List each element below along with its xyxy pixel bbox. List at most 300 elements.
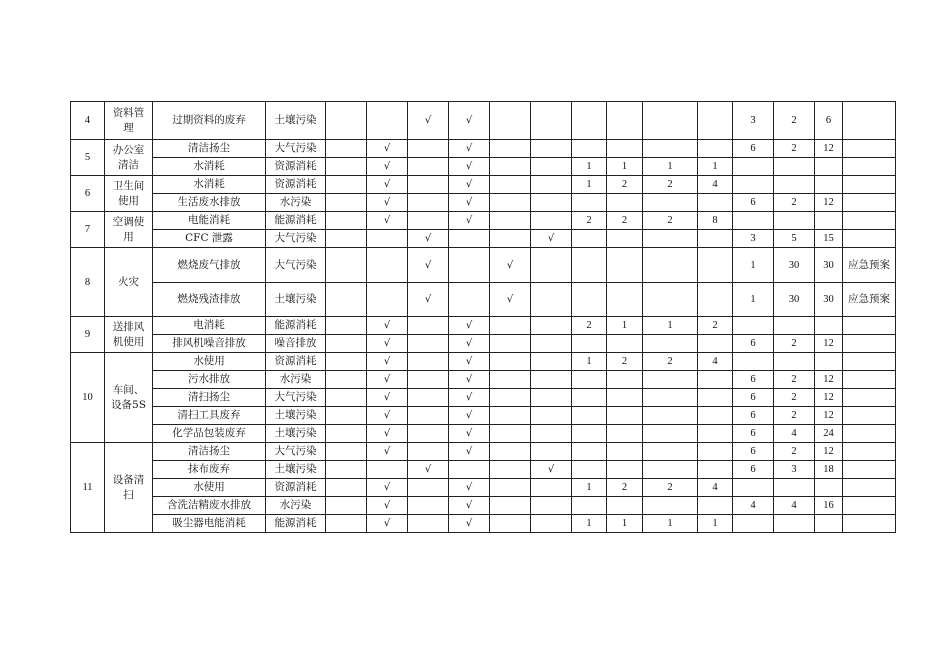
rating-cell xyxy=(326,479,367,497)
rating-cell xyxy=(326,353,367,371)
environmental-aspect: 清洁扬尘 xyxy=(153,443,266,461)
rating-cell xyxy=(607,443,643,461)
likelihood-score: 6 xyxy=(733,425,774,443)
rating-cell xyxy=(490,102,531,140)
rating-cell xyxy=(698,194,733,212)
rating-cell xyxy=(531,389,572,407)
check-mark: √ xyxy=(408,102,449,140)
environmental-impact: 资源消耗 xyxy=(266,353,326,371)
rating-cell xyxy=(607,461,643,479)
likelihood-score: 6 xyxy=(733,335,774,353)
rating-cell: 2 xyxy=(643,212,698,230)
table-row xyxy=(71,389,896,407)
risk-score: 6 xyxy=(815,102,843,140)
risk-score xyxy=(815,317,843,335)
rating-cell xyxy=(572,407,607,425)
rating-cell xyxy=(490,140,531,158)
rating-cell: 4 xyxy=(698,353,733,371)
rating-cell: 4 xyxy=(698,479,733,497)
rating-cell: 2 xyxy=(698,317,733,335)
rating-cell xyxy=(531,102,572,140)
rating-cell xyxy=(607,389,643,407)
rating-cell xyxy=(367,283,408,317)
rating-cell xyxy=(408,407,449,425)
table-row xyxy=(71,140,896,158)
likelihood-score xyxy=(733,317,774,335)
rating-cell: 1 xyxy=(572,176,607,194)
rating-cell xyxy=(449,248,490,283)
rating-cell xyxy=(490,371,531,389)
risk-score: 16 xyxy=(815,497,843,515)
table-row xyxy=(71,335,896,353)
severity-score xyxy=(774,515,815,533)
table-row xyxy=(71,102,896,140)
check-mark: √ xyxy=(367,389,408,407)
activity-area: 卫生间使用 xyxy=(105,176,153,212)
environmental-impact: 土壤污染 xyxy=(266,283,326,317)
rating-cell xyxy=(490,443,531,461)
group-number: 8 xyxy=(71,248,105,317)
severity-score: 2 xyxy=(774,102,815,140)
control-note: 应急预案 xyxy=(843,283,896,317)
rating-cell xyxy=(490,515,531,533)
table-row xyxy=(71,479,896,497)
rating-cell xyxy=(698,497,733,515)
check-mark: √ xyxy=(449,353,490,371)
rating-cell xyxy=(408,140,449,158)
check-mark: √ xyxy=(367,176,408,194)
rating-cell xyxy=(408,158,449,176)
environmental-aspect: 水消耗 xyxy=(153,176,266,194)
environmental-aspect: 化学品包装废弃 xyxy=(153,425,266,443)
check-mark: √ xyxy=(408,230,449,248)
rating-cell xyxy=(326,407,367,425)
rating-cell xyxy=(326,158,367,176)
rating-cell xyxy=(490,194,531,212)
check-mark: √ xyxy=(449,443,490,461)
table-row xyxy=(71,425,896,443)
rating-cell xyxy=(607,425,643,443)
environmental-aspect: 排风机噪音排放 xyxy=(153,335,266,353)
environmental-impact: 土壤污染 xyxy=(266,461,326,479)
rating-cell xyxy=(698,102,733,140)
rating-cell xyxy=(572,497,607,515)
activity-area: 资料管理 xyxy=(105,102,153,140)
check-mark: √ xyxy=(367,425,408,443)
rating-cell: 8 xyxy=(698,212,733,230)
table-row xyxy=(71,194,896,212)
check-mark: √ xyxy=(449,317,490,335)
control-note xyxy=(843,353,896,371)
rating-cell xyxy=(408,443,449,461)
rating-cell xyxy=(572,371,607,389)
environmental-aspect: 水使用 xyxy=(153,353,266,371)
severity-score: 2 xyxy=(774,140,815,158)
check-mark: √ xyxy=(408,248,449,283)
environmental-aspect: 吸尘器电能消耗 xyxy=(153,515,266,533)
control-note xyxy=(843,212,896,230)
rating-cell xyxy=(607,283,643,317)
rating-cell xyxy=(531,335,572,353)
rating-cell xyxy=(490,479,531,497)
risk-score: 12 xyxy=(815,407,843,425)
risk-score xyxy=(815,176,843,194)
group-number: 10 xyxy=(71,353,105,443)
environmental-aspect: 过期资料的废弃 xyxy=(153,102,266,140)
rating-cell xyxy=(572,335,607,353)
check-mark: √ xyxy=(408,461,449,479)
risk-score: 12 xyxy=(815,389,843,407)
rating-cell xyxy=(572,140,607,158)
severity-score xyxy=(774,158,815,176)
check-mark: √ xyxy=(449,140,490,158)
likelihood-score: 6 xyxy=(733,371,774,389)
control-note xyxy=(843,389,896,407)
rating-cell xyxy=(326,497,367,515)
environmental-aspect: 污水排放 xyxy=(153,371,266,389)
environmental-aspect: 燃烧残渣排放 xyxy=(153,283,266,317)
rating-cell xyxy=(643,102,698,140)
rating-cell xyxy=(490,212,531,230)
control-note xyxy=(843,194,896,212)
rating-cell xyxy=(698,389,733,407)
rating-cell xyxy=(449,461,490,479)
likelihood-score: 1 xyxy=(733,283,774,317)
rating-cell xyxy=(643,389,698,407)
rating-cell xyxy=(531,140,572,158)
activity-area: 办公室清洁 xyxy=(105,140,153,176)
control-note xyxy=(843,140,896,158)
rating-cell xyxy=(367,461,408,479)
check-mark: √ xyxy=(367,479,408,497)
table-row xyxy=(71,407,896,425)
check-mark: √ xyxy=(449,102,490,140)
likelihood-score xyxy=(733,212,774,230)
environmental-aspect: 含洗洁精废水排放 xyxy=(153,497,266,515)
rating-cell xyxy=(531,176,572,194)
likelihood-score: 4 xyxy=(733,497,774,515)
check-mark: √ xyxy=(367,407,408,425)
rating-cell xyxy=(490,230,531,248)
check-mark: √ xyxy=(449,176,490,194)
rating-cell: 2 xyxy=(607,212,643,230)
environmental-aspect: 抹布废弃 xyxy=(153,461,266,479)
severity-score xyxy=(774,317,815,335)
risk-score xyxy=(815,158,843,176)
rating-cell xyxy=(490,389,531,407)
control-note xyxy=(843,158,896,176)
rating-cell xyxy=(643,283,698,317)
risk-score: 30 xyxy=(815,283,843,317)
check-mark: √ xyxy=(449,158,490,176)
rating-cell: 1 xyxy=(607,158,643,176)
rating-cell xyxy=(607,335,643,353)
rating-cell xyxy=(643,443,698,461)
rating-cell xyxy=(326,140,367,158)
rating-cell xyxy=(326,443,367,461)
severity-score: 3 xyxy=(774,461,815,479)
control-note xyxy=(843,230,896,248)
rating-cell xyxy=(698,425,733,443)
rating-cell xyxy=(643,194,698,212)
severity-score xyxy=(774,353,815,371)
rating-cell xyxy=(326,230,367,248)
group-number: 7 xyxy=(71,212,105,248)
rating-cell xyxy=(643,461,698,479)
rating-cell xyxy=(326,335,367,353)
check-mark: √ xyxy=(449,479,490,497)
check-mark: √ xyxy=(449,335,490,353)
rating-cell xyxy=(408,212,449,230)
rating-cell xyxy=(408,371,449,389)
severity-score: 30 xyxy=(774,248,815,283)
table-row xyxy=(71,317,896,335)
rating-cell xyxy=(572,389,607,407)
rating-cell xyxy=(572,283,607,317)
environmental-impact: 大气污染 xyxy=(266,443,326,461)
table-row xyxy=(71,230,896,248)
rating-cell xyxy=(408,389,449,407)
rating-cell xyxy=(607,230,643,248)
check-mark: √ xyxy=(449,407,490,425)
group-number: 9 xyxy=(71,317,105,353)
rating-cell xyxy=(408,479,449,497)
likelihood-score: 1 xyxy=(733,248,774,283)
table-row xyxy=(71,371,896,389)
severity-score: 2 xyxy=(774,335,815,353)
likelihood-score xyxy=(733,176,774,194)
rating-cell xyxy=(572,102,607,140)
rating-cell: 1 xyxy=(607,317,643,335)
rating-cell: 1 xyxy=(698,158,733,176)
rating-cell: 4 xyxy=(698,176,733,194)
rating-cell xyxy=(326,102,367,140)
rating-cell xyxy=(572,461,607,479)
control-note xyxy=(843,497,896,515)
rating-cell xyxy=(408,335,449,353)
severity-score: 5 xyxy=(774,230,815,248)
rating-cell xyxy=(367,248,408,283)
rating-cell: 1 xyxy=(607,515,643,533)
environmental-impact: 能源消耗 xyxy=(266,212,326,230)
environmental-aspect: 电能消耗 xyxy=(153,212,266,230)
rating-cell: 2 xyxy=(607,479,643,497)
rating-cell: 2 xyxy=(643,479,698,497)
environmental-impact: 大气污染 xyxy=(266,140,326,158)
check-mark: √ xyxy=(449,497,490,515)
control-note xyxy=(843,102,896,140)
rating-cell: 2 xyxy=(572,212,607,230)
environmental-impact: 大气污染 xyxy=(266,389,326,407)
rating-cell xyxy=(326,248,367,283)
environmental-aspect-table xyxy=(70,101,896,533)
environmental-impact: 土壤污染 xyxy=(266,407,326,425)
environmental-aspect: 清洁扬尘 xyxy=(153,140,266,158)
rating-cell xyxy=(490,158,531,176)
likelihood-score: 6 xyxy=(733,443,774,461)
environmental-impact: 大气污染 xyxy=(266,230,326,248)
rating-cell xyxy=(607,407,643,425)
likelihood-score: 6 xyxy=(733,407,774,425)
environmental-aspect: 水消耗 xyxy=(153,158,266,176)
rating-cell xyxy=(326,389,367,407)
rating-cell xyxy=(531,248,572,283)
rating-cell xyxy=(531,479,572,497)
rating-cell xyxy=(408,194,449,212)
severity-score: 4 xyxy=(774,497,815,515)
rating-cell xyxy=(698,335,733,353)
likelihood-score: 3 xyxy=(733,230,774,248)
rating-cell xyxy=(367,230,408,248)
check-mark: √ xyxy=(367,443,408,461)
rating-cell xyxy=(326,371,367,389)
rating-cell xyxy=(490,497,531,515)
severity-score xyxy=(774,176,815,194)
check-mark: √ xyxy=(367,212,408,230)
check-mark: √ xyxy=(449,515,490,533)
rating-cell xyxy=(490,425,531,443)
rating-cell xyxy=(607,371,643,389)
activity-area: 送排风机使用 xyxy=(105,317,153,353)
rating-cell xyxy=(408,515,449,533)
severity-score: 2 xyxy=(774,194,815,212)
rating-cell: 1 xyxy=(643,515,698,533)
risk-score: 12 xyxy=(815,194,843,212)
rating-cell xyxy=(326,317,367,335)
environmental-impact: 资源消耗 xyxy=(266,176,326,194)
control-note xyxy=(843,407,896,425)
risk-score: 12 xyxy=(815,443,843,461)
control-note xyxy=(843,335,896,353)
rating-cell xyxy=(531,194,572,212)
rating-cell xyxy=(490,461,531,479)
risk-score: 12 xyxy=(815,140,843,158)
table-row xyxy=(71,212,896,230)
rating-cell: 1 xyxy=(572,515,607,533)
rating-cell xyxy=(643,425,698,443)
rating-cell xyxy=(607,140,643,158)
check-mark: √ xyxy=(490,248,531,283)
check-mark: √ xyxy=(490,283,531,317)
activity-area: 火灾 xyxy=(105,248,153,317)
table-row xyxy=(71,353,896,371)
table-row xyxy=(71,176,896,194)
likelihood-score xyxy=(733,515,774,533)
check-mark: √ xyxy=(367,158,408,176)
rating-cell xyxy=(572,248,607,283)
likelihood-score: 6 xyxy=(733,461,774,479)
control-note xyxy=(843,479,896,497)
severity-score: 4 xyxy=(774,425,815,443)
environmental-impact: 水污染 xyxy=(266,194,326,212)
check-mark: √ xyxy=(449,389,490,407)
table-row xyxy=(71,497,896,515)
group-number: 6 xyxy=(71,176,105,212)
risk-score xyxy=(815,515,843,533)
rating-cell xyxy=(490,407,531,425)
group-number: 4 xyxy=(71,102,105,140)
rating-cell xyxy=(698,371,733,389)
likelihood-score xyxy=(733,353,774,371)
rating-cell xyxy=(326,176,367,194)
check-mark: √ xyxy=(367,140,408,158)
rating-cell xyxy=(531,158,572,176)
risk-score: 18 xyxy=(815,461,843,479)
environmental-impact: 资源消耗 xyxy=(266,158,326,176)
severity-score: 2 xyxy=(774,407,815,425)
rating-cell xyxy=(408,176,449,194)
check-mark: √ xyxy=(531,230,572,248)
environmental-impact: 水污染 xyxy=(266,371,326,389)
activity-area: 车间、设备5S xyxy=(105,353,153,443)
rating-cell xyxy=(408,317,449,335)
rating-cell xyxy=(698,230,733,248)
rating-cell xyxy=(643,371,698,389)
check-mark: √ xyxy=(367,497,408,515)
environmental-impact: 土壤污染 xyxy=(266,102,326,140)
rating-cell xyxy=(698,443,733,461)
rating-cell xyxy=(531,515,572,533)
check-mark: √ xyxy=(531,461,572,479)
rating-cell xyxy=(698,283,733,317)
rating-cell xyxy=(408,497,449,515)
rating-cell xyxy=(698,461,733,479)
rating-cell xyxy=(408,425,449,443)
severity-score: 2 xyxy=(774,389,815,407)
environmental-impact: 水污染 xyxy=(266,497,326,515)
environmental-impact: 噪音排放 xyxy=(266,335,326,353)
likelihood-score: 6 xyxy=(733,194,774,212)
environmental-aspect: 生活废水排放 xyxy=(153,194,266,212)
check-mark: √ xyxy=(367,371,408,389)
rating-cell xyxy=(326,283,367,317)
group-number: 5 xyxy=(71,140,105,176)
check-mark: √ xyxy=(367,353,408,371)
table-row xyxy=(71,461,896,479)
rating-cell xyxy=(607,102,643,140)
rating-cell xyxy=(326,425,367,443)
risk-score: 12 xyxy=(815,371,843,389)
rating-cell xyxy=(572,443,607,461)
check-mark: √ xyxy=(367,317,408,335)
risk-score xyxy=(815,479,843,497)
rating-cell xyxy=(698,140,733,158)
table-row xyxy=(71,283,896,317)
rating-cell xyxy=(643,335,698,353)
check-mark: √ xyxy=(449,212,490,230)
rating-cell xyxy=(531,443,572,461)
check-mark: √ xyxy=(367,335,408,353)
severity-score: 2 xyxy=(774,443,815,461)
rating-cell: 1 xyxy=(572,479,607,497)
rating-cell xyxy=(367,102,408,140)
rating-cell xyxy=(643,497,698,515)
check-mark: √ xyxy=(367,194,408,212)
rating-cell: 2 xyxy=(607,353,643,371)
rating-cell xyxy=(643,248,698,283)
environmental-aspect: 电消耗 xyxy=(153,317,266,335)
rating-cell xyxy=(326,212,367,230)
rating-cell xyxy=(643,140,698,158)
table-row xyxy=(71,443,896,461)
severity-score: 30 xyxy=(774,283,815,317)
rating-cell xyxy=(531,497,572,515)
rating-cell xyxy=(643,230,698,248)
rating-cell xyxy=(408,353,449,371)
rating-cell xyxy=(607,497,643,515)
risk-score xyxy=(815,212,843,230)
rating-cell xyxy=(449,283,490,317)
